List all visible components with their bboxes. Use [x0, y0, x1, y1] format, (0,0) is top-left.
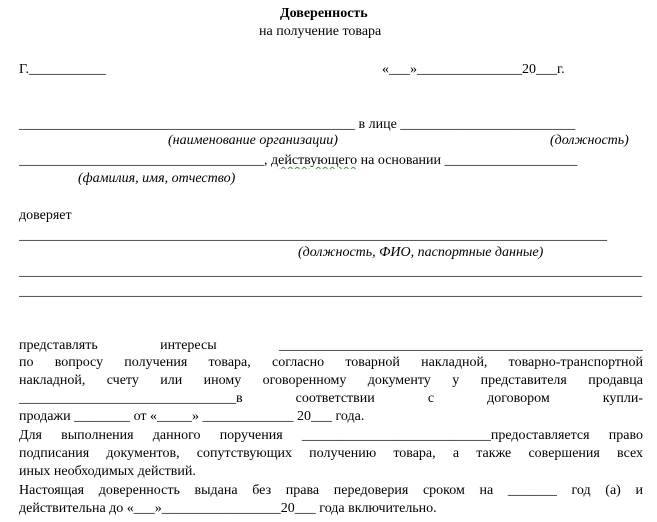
trustee-line[interactable]: ____________________________________________________________________________________ [19, 228, 607, 243]
document-title: Доверенность [280, 6, 368, 21]
trustee-caption: (должность, ФИО, паспортные данные) [298, 245, 544, 260]
trustee-extra-line-2[interactable]: _________________________________________________________________________________________ [19, 284, 642, 299]
basis-blank[interactable]: на основании ___________________ [357, 153, 578, 168]
body-line-3: накладной, счету или иному оговоренному документу у представителя продавца [19, 373, 643, 388]
fio-blank[interactable]: ___________________________________, [19, 153, 271, 168]
body-line-6: Для выполнения данного поручения ___________________________предоставляется право [19, 428, 643, 443]
date-field[interactable]: «___»_______________20___г. [382, 62, 565, 77]
organization-line[interactable]: ________________________________________________ в лице _________________________ [19, 117, 576, 132]
body-line-2: по вопросу получения товара, согласно товарной накладной, товарно-транспортной [19, 355, 643, 370]
document-subtitle: на получение товара [259, 24, 382, 39]
position-caption: (должность) [550, 133, 629, 148]
representative-line[interactable] [19, 153, 643, 169]
trustee-extra-line-1[interactable]: _________________________________________________________________________________________ [19, 264, 642, 279]
fio-caption: (фамилия, имя, отчество) [78, 171, 236, 186]
body-line-1: представлять интересы ____________________________________________________ [19, 338, 643, 353]
body-line-10: действительна до «___»_________________20___ года включительно. [19, 501, 437, 516]
organization-caption: (наименование организации) [168, 133, 338, 148]
city-field[interactable]: Г.___________ [19, 62, 107, 77]
acting-word: действующего [271, 153, 358, 168]
trusts-label: доверяет [19, 208, 72, 223]
body-line-7: подписания документов, сопутствующих получению товара, а также совершения всех [19, 446, 643, 461]
body-line-4: _______________________________в соответствии с договором купли- [19, 391, 643, 406]
body-line-9: Настоящая доверенность выдана без права передоверия сроком на _______ год (а) и [19, 483, 643, 498]
body-line-5: продажи ________ от «_____» _____________ 20___ года. [19, 409, 365, 424]
body-line-8: иных необходимых действий. [19, 464, 196, 479]
